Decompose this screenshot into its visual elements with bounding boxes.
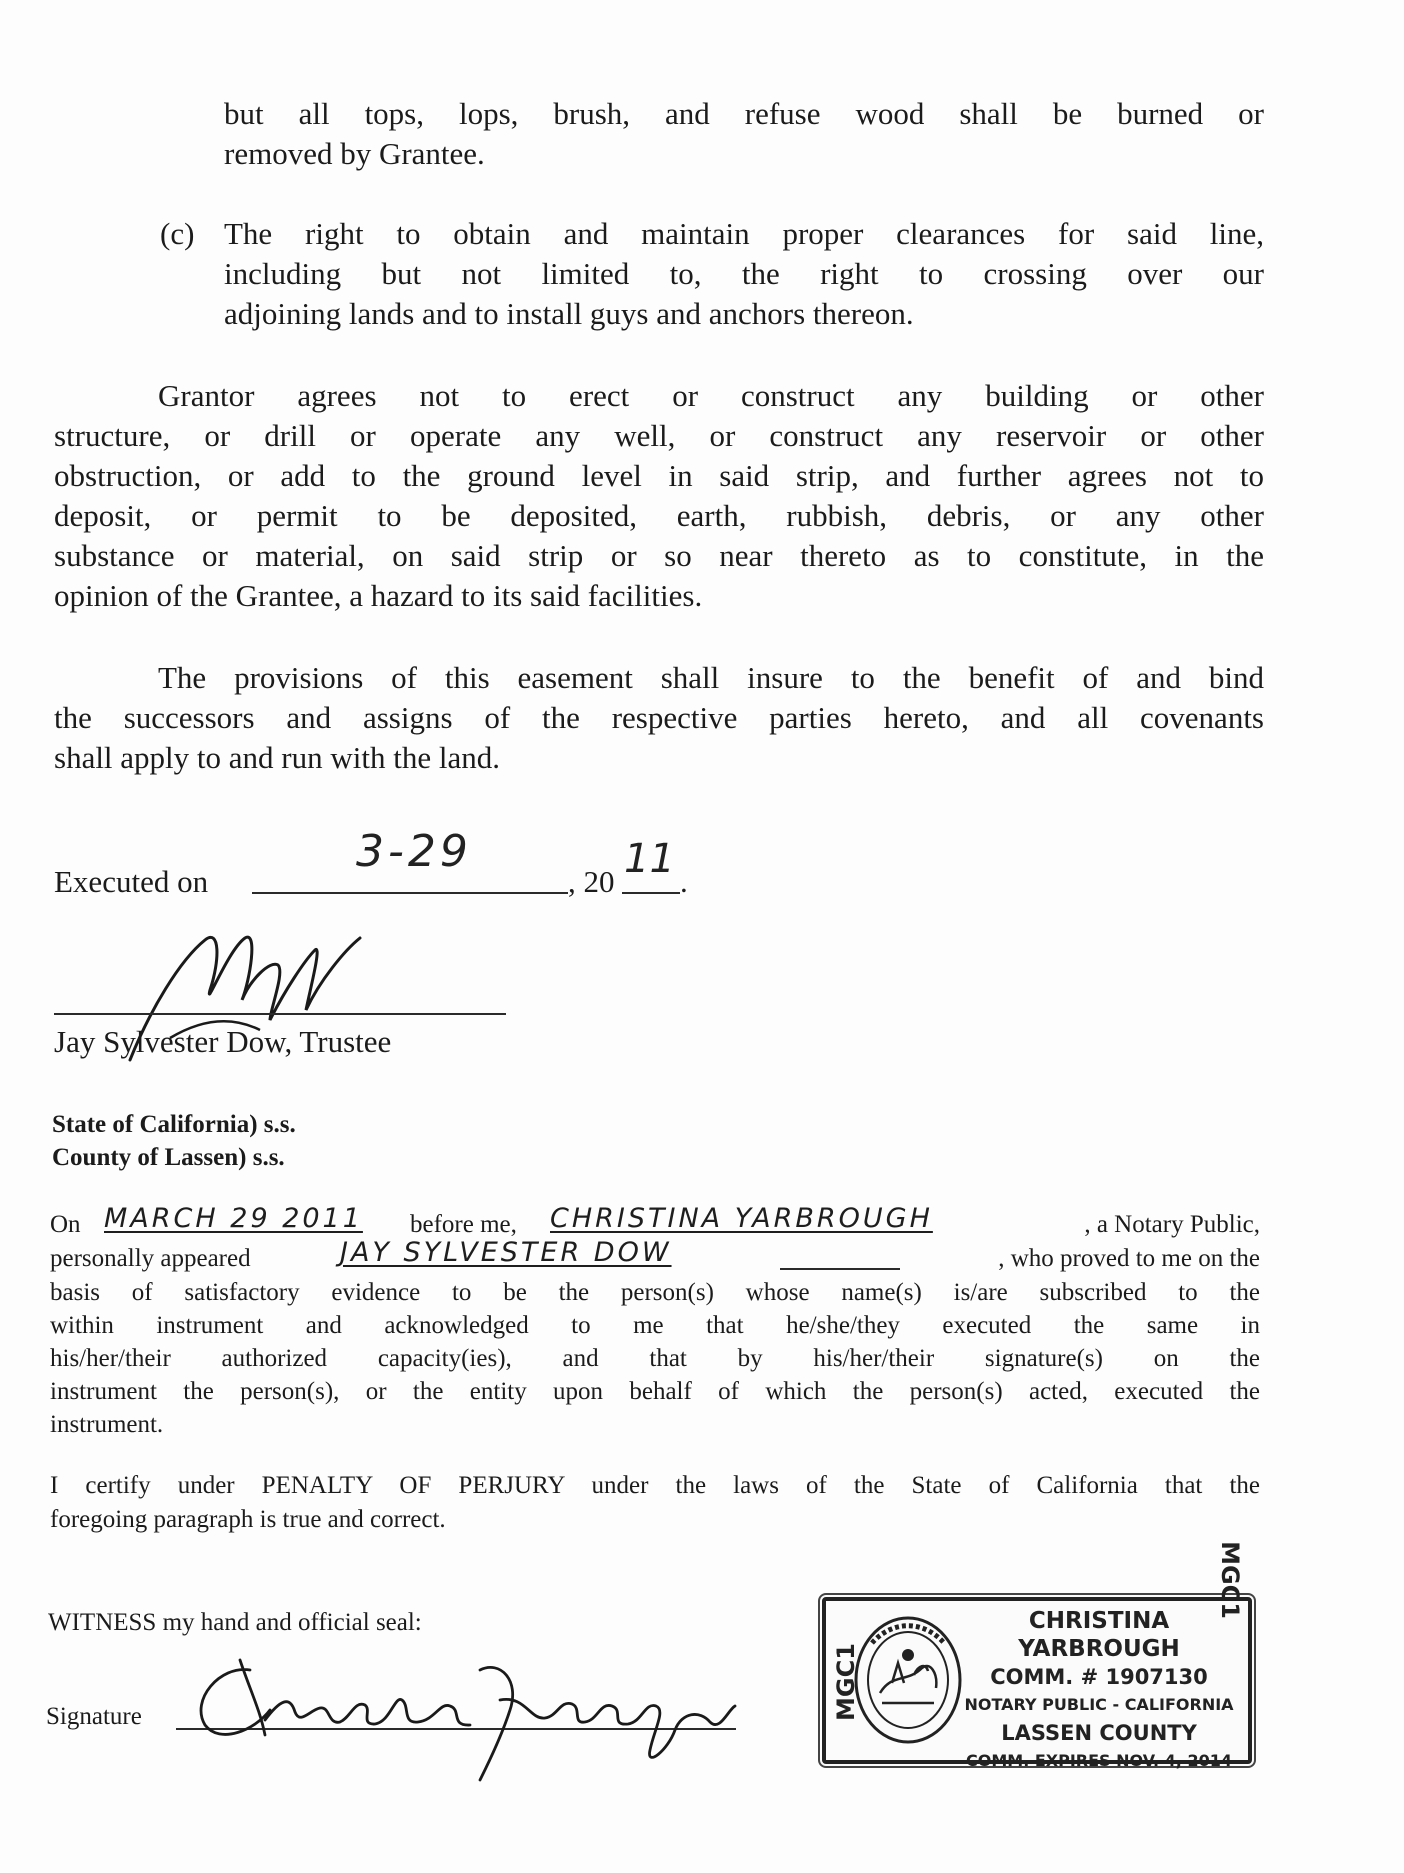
grantor-line-5: substance or material, on said strip or so near thereto as to constitute, in the: [54, 538, 1264, 573]
ack-proved: , who proved to me on the: [998, 1245, 1260, 1272]
grantor-line-6: opinion of the Grantee, a hazard to its said facilities.: [54, 578, 703, 613]
grantor-signature-rule: [54, 1013, 506, 1015]
grantor-name: Jay Sylvester Dow, Trustee: [54, 1024, 392, 1059]
clause-c-line-1: The right to obtain and maintain proper clearances for said line,: [224, 216, 1264, 251]
provisions-line-3: shall apply to and run with the land.: [54, 740, 500, 775]
stamp-side-code-right: MGC1: [1216, 1541, 1244, 1619]
ack-line-2: within instrument and acknowledged to me that he/she/they executed the same in: [50, 1312, 1260, 1339]
notary-stamp: [822, 1541, 1252, 1770]
executed-year-rule: [622, 892, 680, 894]
grantor-line-3: obstruction, or add to the ground level in said strip, and further agrees not to: [54, 458, 1264, 493]
executed-year-handwritten: 11: [624, 836, 675, 882]
ack-personally-appeared: personally appeared: [50, 1245, 251, 1272]
certification-line-1: I certify under PENALTY OF PERJURY under the laws of the State of California that the: [50, 1472, 1260, 1499]
ack-notary-handwritten: CHRISTINA YARBROUGH: [550, 1203, 933, 1234]
ack-before-me: before me,: [410, 1211, 517, 1238]
ack-on: On: [50, 1211, 81, 1238]
ack-line-4: instrument the person(s), or the entity upon behalf of which the person(s) acted, executed the: [50, 1378, 1260, 1405]
signature-label: Signature: [46, 1703, 142, 1730]
clause-b-line-1: but all tops, lops, brush, and refuse wood shall be burned or: [224, 96, 1264, 131]
stamp-expires: COMM. EXPIRES NOV. 4, 2014: [966, 1751, 1232, 1770]
clause-c-line-2: including but not limited to, the right to crossing over our: [224, 256, 1264, 291]
certification-line-2: foregoing paragraph is true and correct.: [50, 1506, 446, 1533]
executed-on-label: Executed on: [54, 864, 209, 899]
clause-c-label: (c): [160, 216, 195, 251]
ack-line-1: basis of satisfactory evidence to be the person(s) whose name(s) is/are subscribed to the: [50, 1279, 1260, 1306]
executed-year-prefix: , 20: [568, 864, 615, 899]
stamp-comm: COMM. # 1907130: [990, 1665, 1208, 1689]
stamp-county: LASSEN COUNTY: [1001, 1721, 1197, 1745]
stamp-side-code-left: MGC1: [832, 1643, 860, 1721]
grantor-line-2: structure, or drill or operate any well, or construct any reservoir or other: [54, 418, 1264, 453]
clause-c-line-3: adjoining lands and to install guys and anchors thereon.: [224, 296, 914, 331]
clause-b-line-2: removed by Grantee.: [224, 136, 485, 171]
executed-date-rule: [252, 892, 568, 894]
ack-line-5: instrument.: [50, 1411, 164, 1438]
grantor-line-4: deposit, or permit to be deposited, earth, rubbish, debris, or any other: [54, 498, 1264, 533]
grantor-line-1: Grantor agrees not to erect or construct any building or other: [158, 378, 1264, 413]
provisions-line-1: The provisions of this easement shall insure to the benefit of and bind: [158, 660, 1264, 695]
stamp-name: CHRISTINA YARBROUGH: [1018, 1608, 1180, 1662]
ack-appearer-rule: [780, 1268, 900, 1270]
witness-text: WITNESS my hand and official seal:: [48, 1609, 422, 1636]
venue-county: County of Lassen) s.s.: [52, 1144, 285, 1171]
notary-signature: [180, 1640, 740, 1790]
executed-date-handwritten: 3-29: [356, 826, 472, 877]
venue-state: State of California) s.s.: [52, 1111, 296, 1138]
state-seal-icon: [852, 1613, 964, 1747]
executed-year-suffix: .: [680, 864, 688, 899]
ack-notary-public: , a Notary Public,: [1084, 1211, 1260, 1238]
ack-date-handwritten: MARCH 29 2011: [104, 1203, 363, 1234]
ack-appearer-handwritten: JAY SYLVESTER DOW: [340, 1237, 672, 1268]
ack-line-3: his/her/their authorized capacity(ies), and that by his/her/their signature(s) on the: [50, 1345, 1260, 1372]
stamp-title: NOTARY PUBLIC - CALIFORNIA: [964, 1695, 1234, 1714]
provisions-line-2: the successors and assigns of the respective parties hereto, and all covenants: [54, 700, 1264, 735]
